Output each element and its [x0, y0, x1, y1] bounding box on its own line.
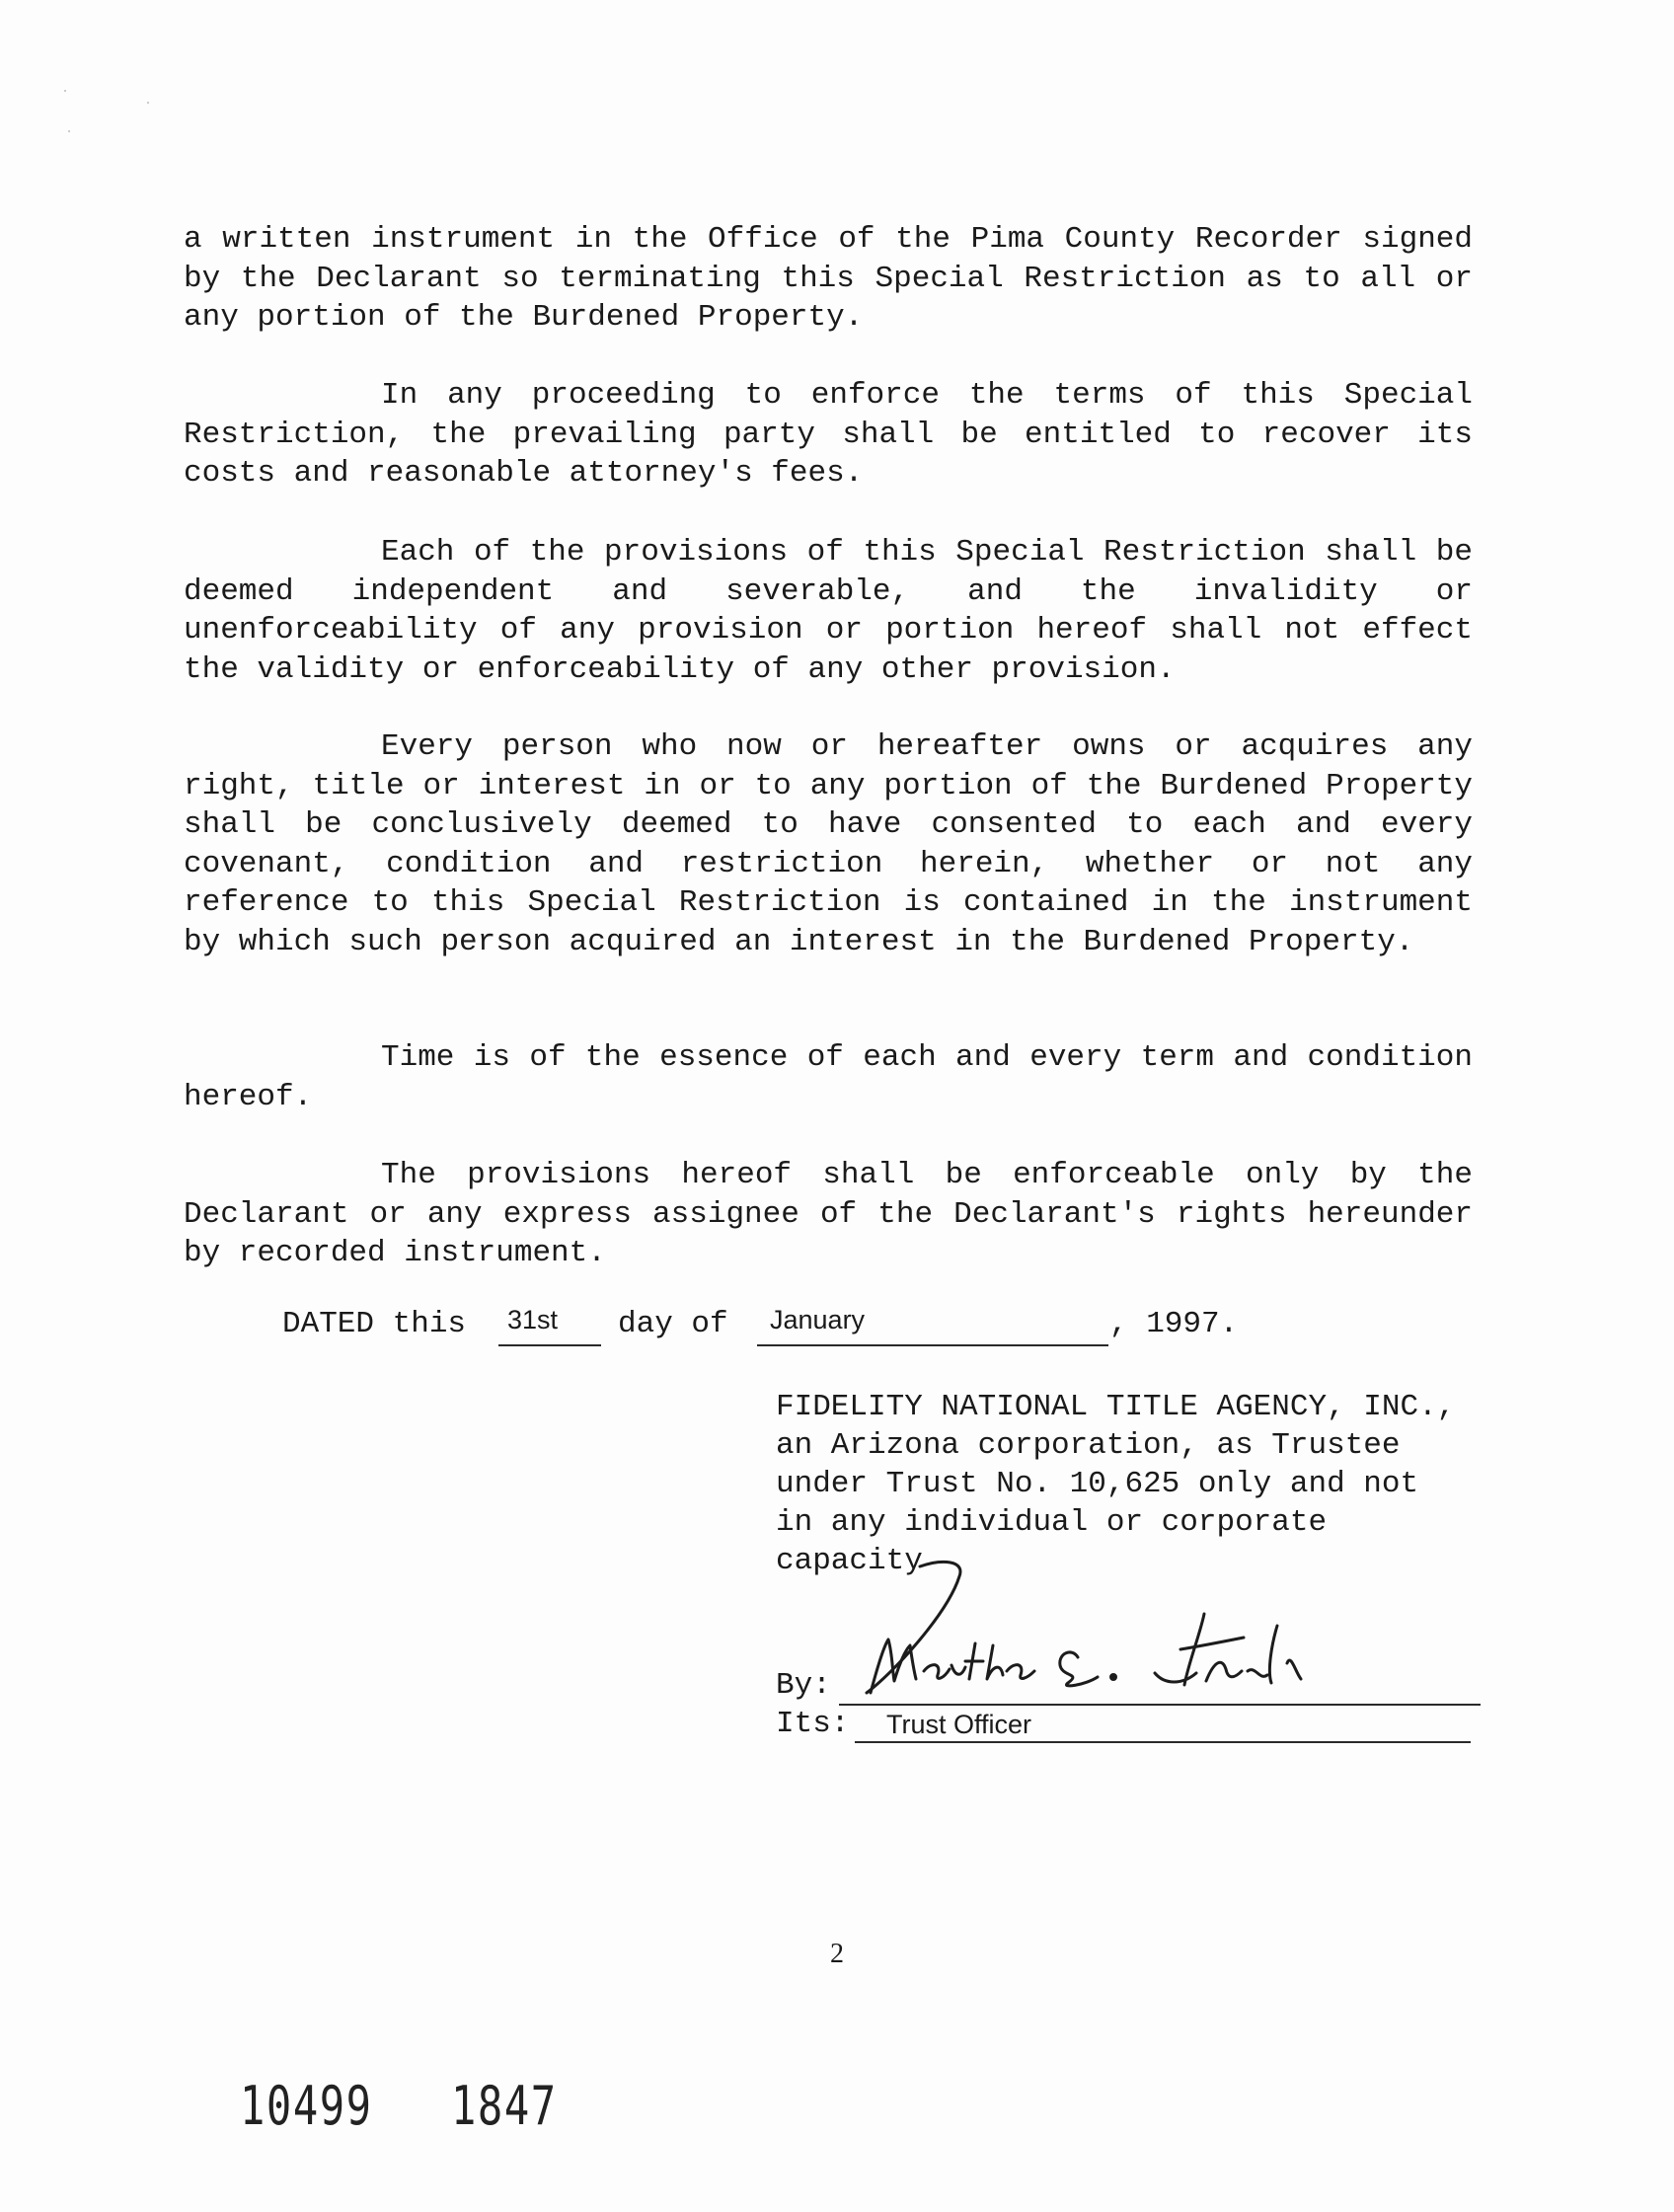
paragraph-time-essence: Time is of the essence of each and every term and condition hereof.	[184, 1040, 1473, 1114]
signatory-line-4: in any individual or corporate	[776, 1505, 1328, 1540]
scan-specks	[0, 0, 197, 158]
its-value: Trust Officer	[886, 1710, 1032, 1739]
handwritten-signature	[849, 1555, 1402, 1703]
dated-day-value: 31st	[507, 1305, 559, 1335]
dated-month-value: January	[770, 1305, 866, 1335]
dated-year: , 1997.	[1109, 1307, 1239, 1341]
dated-day-underline	[498, 1344, 601, 1346]
its-label: Its:	[776, 1707, 850, 1741]
page-number: 2	[830, 1939, 844, 1969]
by-label: By:	[776, 1668, 831, 1703]
dated-prefix: DATED this	[282, 1307, 467, 1341]
dated-line	[282, 1305, 466, 1344]
paragraph-severability: Each of the provisions of this Special Restriction shall be deemed independent and severable, and the invalidity or unenforceability of any provision or portion hereof shall not effect the validity or enforceability of any other provision.	[184, 535, 1473, 687]
signatory-line-3: under Trust No. 10,625 only and not	[776, 1467, 1419, 1501]
recording-page-number: 1847	[451, 2075, 558, 2137]
its-underline	[855, 1741, 1471, 1743]
paragraph-consent: Every person who now or hereafter owns or acquires any right, title or interest in or to any portion of the Burdened Property shall be conclusively deemed to have consented to each and every covenant, condition and restriction herein, whether or not any reference to this Special Restriction is contained in the instrument by which such person acquired an interest in the Burdened Property.	[184, 729, 1473, 959]
signature-block	[776, 1388, 1473, 1580]
paragraph-enforceability: The provisions hereof shall be enforceable only by the Declarant or any express assignee of the Declarant's rights hereunder by recorded instrument.	[184, 1158, 1473, 1270]
paragraph-termination: a written instrument in the Office of the Pima County Recorder signed by the Declarant so terminating this Special Restriction as to all or any portion of the Burdened Property.	[184, 222, 1473, 335]
signatory-line-2: an Arizona corporation, as Trustee	[776, 1428, 1401, 1463]
paragraph-attorney-fees: In any proceeding to enforce the terms of this Special Restriction, the prevailing party shall be entitled to recover its costs and reasonable attorney's fees.	[184, 378, 1473, 491]
signatory-line-5: capacity	[776, 1544, 923, 1578]
recording-docket-number: 10499	[240, 2075, 373, 2137]
signatory-line-1: FIDELITY NATIONAL TITLE AGENCY, INC.,	[776, 1390, 1456, 1424]
dated-day-of: day of	[618, 1307, 728, 1341]
by-underline	[839, 1704, 1481, 1706]
dated-month-underline	[757, 1344, 1108, 1346]
